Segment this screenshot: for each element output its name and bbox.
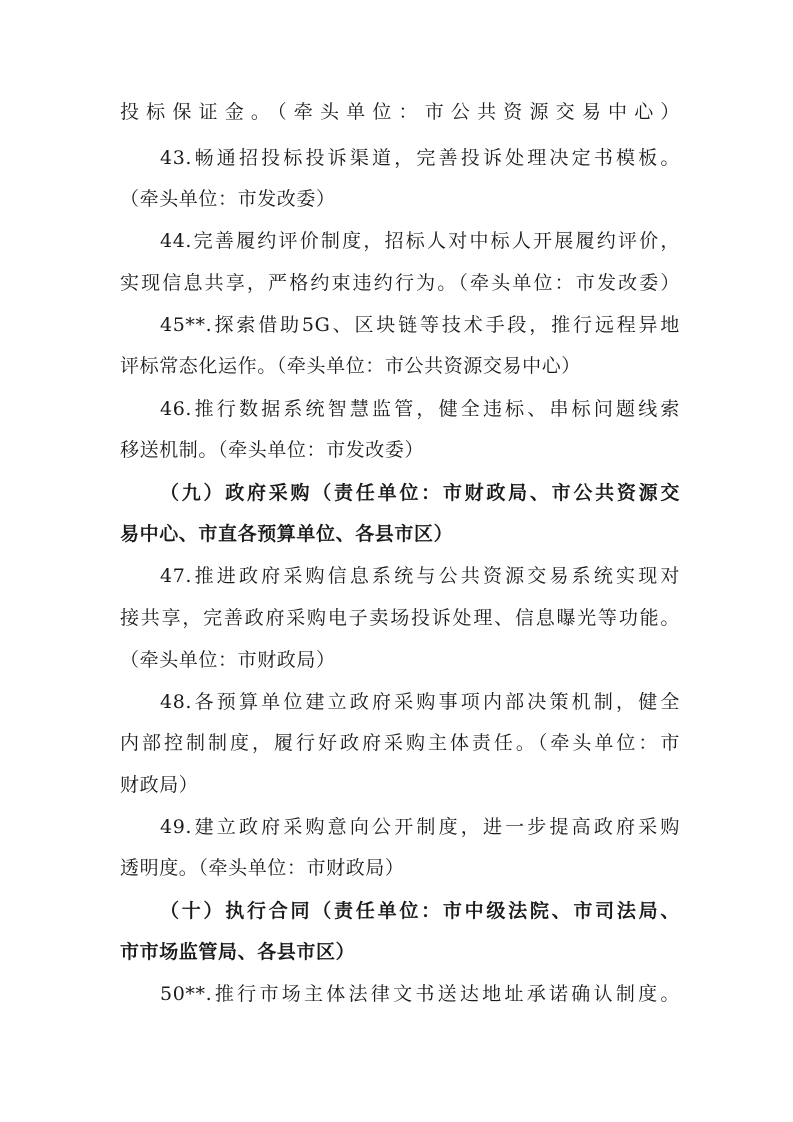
item-46-line-2: 移送机制。（牵头单位：市发改委） (120, 439, 425, 461)
item-49-line-1: 49.建立政府采购意向公开制度，进一步提高政府采购 (160, 816, 680, 838)
section-9-heading-line-1: （九）政府采购（责任单位：市财政局、市公共资源交 (160, 482, 680, 504)
item-48-line-3: 财政局） (120, 774, 199, 796)
item-50-line-1: 50**.推行市场主体法律文书送达地址承诺确认制度。 (160, 983, 680, 1005)
item-49-line-2: 透明度。（牵头单位：市财政局） (120, 857, 405, 879)
text-line-42-end: 投标保证金。（牵头单位：市公共资源交易中心） (120, 101, 680, 123)
item-47-line-3: （牵头单位：市财政局） (120, 649, 336, 671)
item-43-line-2: （牵头单位：市发改委） (120, 188, 336, 210)
item-45-line-2: 评标常态化运作。（牵头单位：市公共资源交易中心） (120, 355, 581, 377)
section-9-heading-line-2: 易中心、市直各预算单位、各县市区） (120, 523, 454, 545)
section-10-heading-line-1: （十）执行合同（责任单位：市中级法院、市司法局、 (160, 900, 680, 922)
item-48-line-2: 内部控制制度，履行好政府采购主体责任。（牵头单位：市 (120, 732, 680, 754)
item-44-line-2: 实现信息共享，严格约束违约行为。（牵头单位：市发改委） (120, 272, 680, 294)
section-10-heading-line-2: 市市场监管局、各县市区） (120, 941, 356, 963)
item-47-line-2: 接共享，完善政府采购电子卖场投诉处理、信息曝光等功能。 (120, 607, 680, 629)
item-47-line-1: 47.推进政府采购信息系统与公共资源交易系统实现对 (160, 565, 680, 587)
item-44-line-1: 44.完善履约评价制度，招标人对中标人开展履约评价， (160, 230, 680, 252)
item-46-line-1: 46.推行数据系统智慧监管，健全违标、串标问题线索 (160, 398, 680, 420)
item-45-line-1: 45**.探索借助5G、区块链等技术手段，推行远程异地 (160, 314, 680, 336)
item-48-line-1: 48.各预算单位建立政府采购事项内部决策机制，健全 (160, 691, 680, 713)
item-43-line-1: 43.畅通招投标投诉渠道，完善投诉处理决定书模板。 (160, 147, 680, 169)
